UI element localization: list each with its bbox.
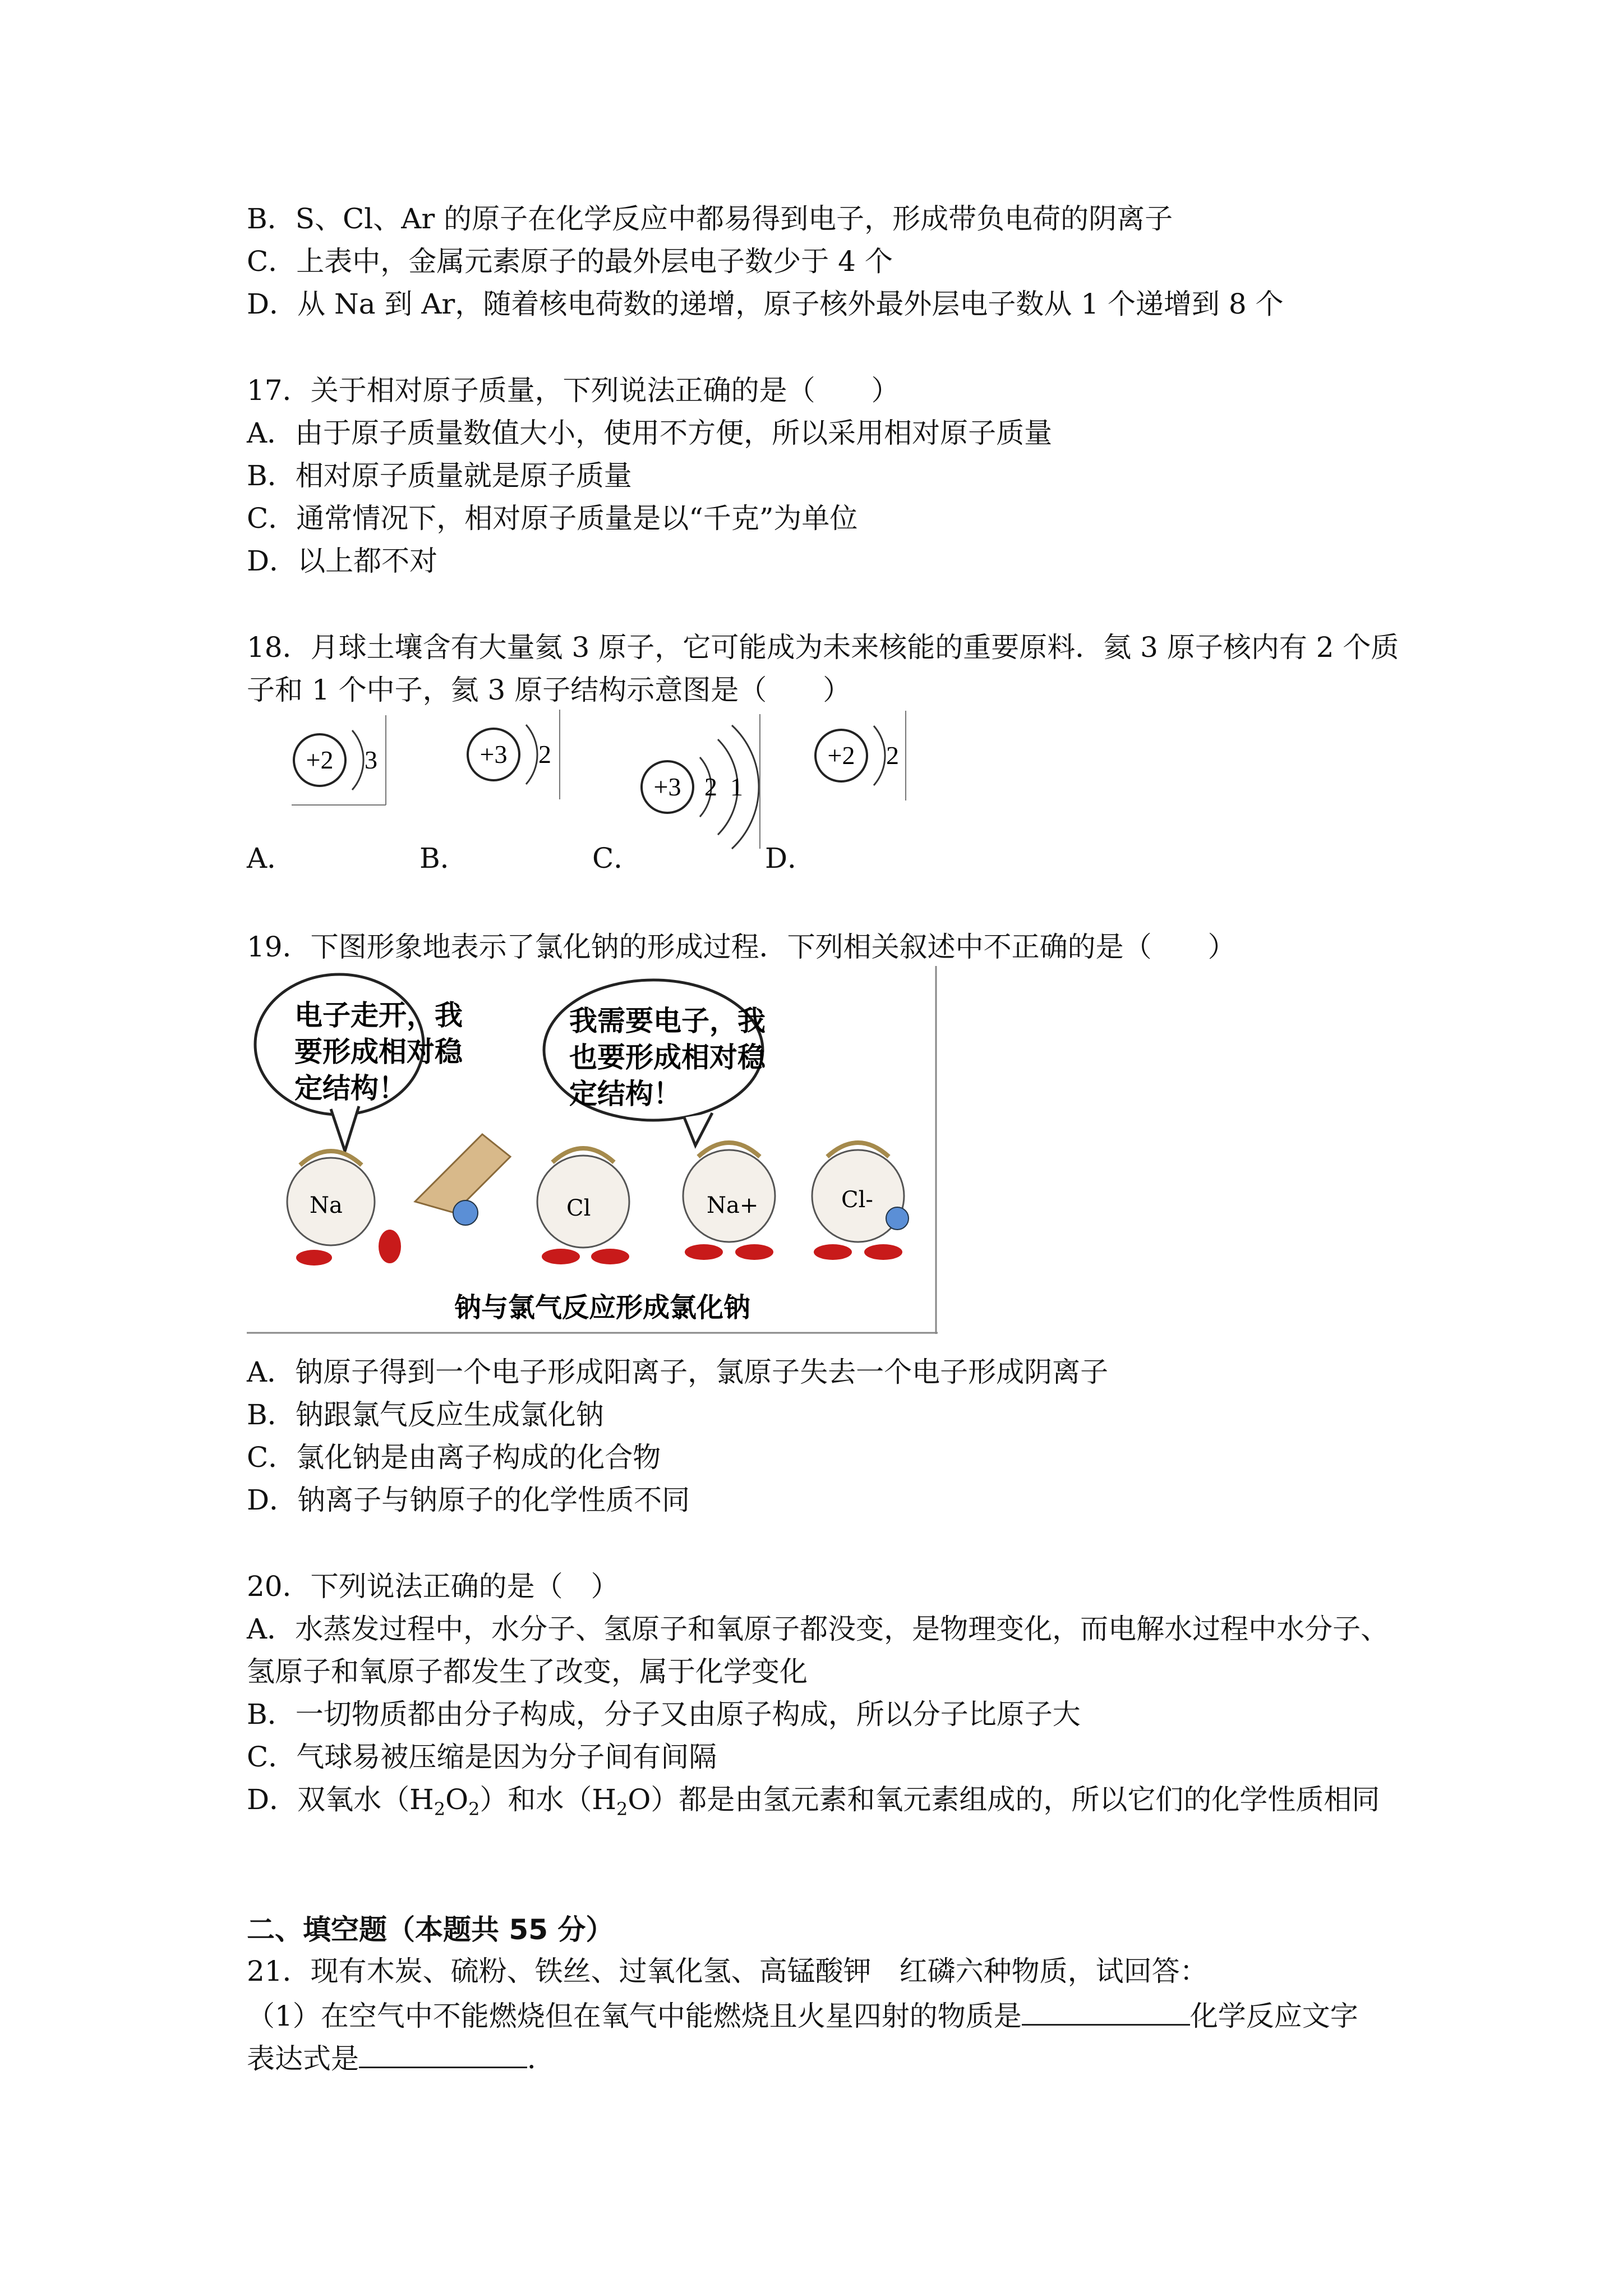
q18-label-b: B． — [419, 842, 468, 875]
q21-part1-line2: 表达式是 ． — [247, 2040, 555, 2076]
bubble-left-line3: 定结构！ — [294, 1072, 407, 1105]
q18-label-a: A． — [247, 842, 296, 875]
q19-option-b: B．钠跟氯气反应生成氯化钠 — [247, 1398, 604, 1431]
cl-label: Cl — [566, 1195, 591, 1221]
q19-option-a: A．钠原子得到一个电子形成阳离子，氯原子失去一个电子形成阴离子 — [247, 1356, 1109, 1388]
na-ion-label: Na+ — [707, 1193, 759, 1218]
q20-option-c: C．气球易被压缩是因为分子间有间隔 — [247, 1741, 717, 1773]
q20-option-b: B．一切物质都由分子构成，分子又由原子构成，所以分子比原子大 — [247, 1698, 1081, 1731]
q17-option-a: A．由于原子质量数值大小，使用不方便，所以采用相对原子质量 — [247, 417, 1053, 449]
atom-c-nucleus: +3 — [653, 772, 681, 801]
q20-stem: 20．下列说法正确的是（ ） — [247, 1570, 619, 1603]
q17-stem: 17．关于相对原子质量，下列说法正确的是（ ） — [247, 374, 900, 407]
atom-diagram-d — [808, 708, 909, 806]
atom-b-shell-1: 2 — [538, 740, 551, 769]
sodium-chloride-cartoon — [247, 966, 938, 1334]
q18-label-d: D． — [765, 842, 816, 875]
atom-c-shell-1: 2 — [704, 772, 717, 801]
q21-blank-2[interactable] — [359, 2040, 527, 2068]
q20-option-a-line2: 氢原子和氧原子都发生了改变，属于化学变化 — [247, 1655, 808, 1688]
q21-part1-line1: （1）在空气中不能燃烧但在氧气中能燃烧且火星四射的物质是 化学反应文字 — [247, 1997, 1358, 2033]
atom-d-nucleus: +2 — [827, 741, 855, 770]
q21-stem: 21．现有木炭、硫粉、铁丝、过氧化氢、高锰酸钾 红磷六种物质，试回答： — [247, 1955, 1208, 1987]
atom-diagram-a — [286, 712, 387, 810]
section-heading-fill-in: 二、填空题（本题共 55 分） — [247, 1913, 614, 1946]
q20-option-a-line1: A．水蒸发过程中，水分子、氢原子和氧原子都没变，是物理变化，而电解水过程中水分子、 — [247, 1613, 1389, 1645]
atom-c-shell-2: 1 — [730, 772, 743, 801]
q17-option-b: B．相对原子质量就是原子质量 — [247, 459, 632, 492]
q19-stem: 19．下图形象地表示了氯化钠的形成过程．下列相关叙述中不正确的是（ ） — [247, 931, 1236, 963]
cl-ion-label: Cl- — [841, 1187, 873, 1213]
bubble-left-line1: 电子走开，我 — [294, 999, 463, 1032]
q19-option-c: C．氯化钠是由离子构成的化合物 — [247, 1441, 661, 1474]
cartoon-caption: 钠与氯气反应形成氯化钠 — [454, 1292, 751, 1323]
q16-option-b: B．S、Cl、Ar 的原子在化学反应中都易得到电子，形成带负电荷的阴离子 — [247, 203, 1173, 235]
q19-option-d: D．钠离子与钠原子的化学性质不同 — [247, 1484, 690, 1516]
atom-b-nucleus: +3 — [479, 740, 508, 769]
q16-option-d: D．从 Na 到 Ar，随着核电荷数的递增，原子核外最外层电子数从 1 个递增到 8 个 — [247, 288, 1284, 320]
bubble-right-line3: 定结构！ — [569, 1078, 681, 1110]
q21-blank-1[interactable] — [1022, 1997, 1190, 2026]
bubble-left-line2: 要形成相对稳 — [294, 1036, 463, 1068]
atom-diagram-c — [634, 711, 763, 854]
na-label: Na — [310, 1193, 343, 1218]
atom-diagram-b — [460, 707, 561, 804]
q20-option-d: D．双氧水$(H_2O_2)$和水$(H_2O)$都是由氢元素和氧元素组成的，所以它们的化学性质相同 — [247, 1783, 1380, 1820]
atom-a-shell-1: 3 — [365, 746, 377, 774]
q17-option-c: C．通常情况下，相对原子质量是以“千克”为单位 — [247, 502, 858, 535]
q18-label-c: C． — [592, 842, 642, 875]
q17-option-d: D．以上都不对 — [247, 545, 438, 577]
atom-a-nucleus: +2 — [306, 746, 334, 774]
q18-stem-line2: 子和 1 个中子，氦 3 原子结构示意图是（ ） — [247, 674, 851, 706]
q16-option-c: C．上表中，金属元素原子的最外层电子数少于 4 个 — [247, 245, 893, 278]
bubble-right-line1: 我需要电子，我 — [569, 1005, 766, 1037]
bubble-right-line2: 也要形成相对稳 — [569, 1041, 766, 1074]
atom-d-shell-1: 2 — [886, 741, 899, 770]
q18-stem-line1: 18．月球土壤含有大量氦 3 原子，它可能成为未来核能的重要原料．氦 3 原子核内有 2 个质 — [247, 631, 1399, 664]
